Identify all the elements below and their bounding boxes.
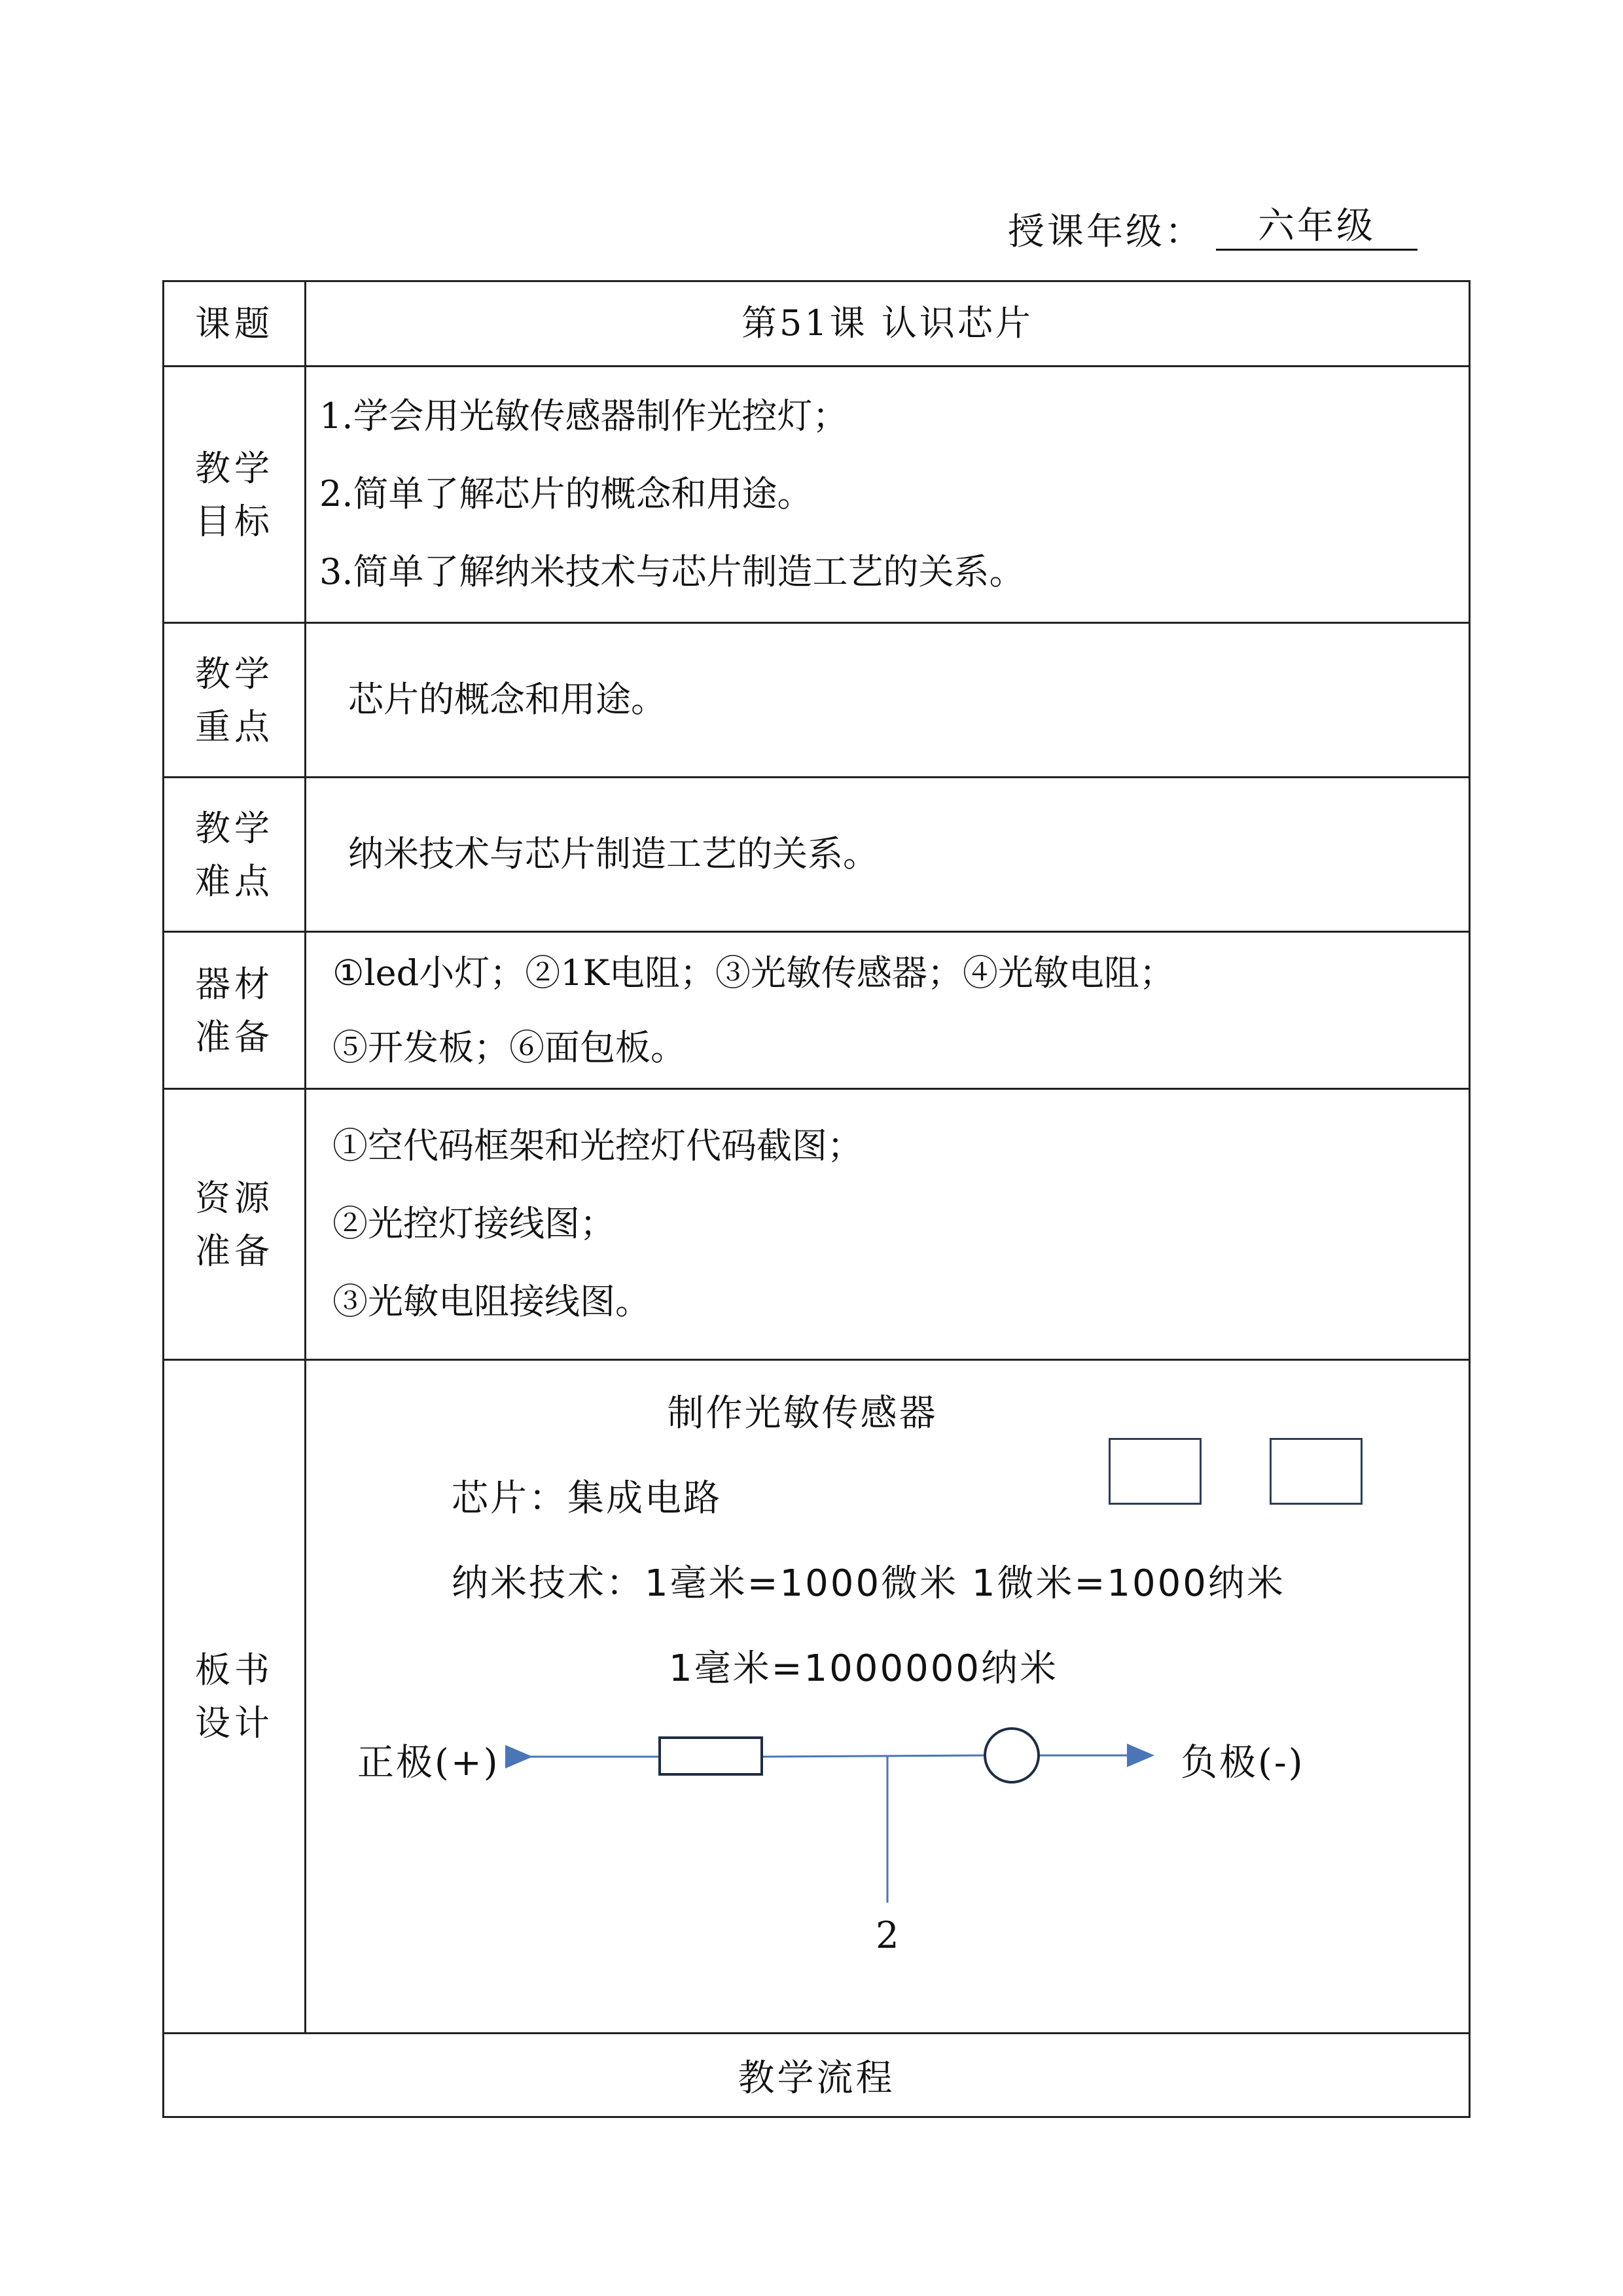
resistor-symbol <box>660 1738 762 1774</box>
resource-item: ③光敏电阻接线图。 <box>332 1280 651 1322</box>
objective-item: 1.学会用光敏传感器制作光控灯； <box>319 395 848 437</box>
difficulties-row <box>164 778 1470 932</box>
difficulties-value: 纳米技术与芯片制造工艺的关系。 <box>348 833 878 875</box>
resource-item: ①空代码框架和光控灯代码截图； <box>332 1125 863 1167</box>
lesson-plan-table <box>162 280 1471 2118</box>
flow-row <box>164 2034 1470 2117</box>
resources-label: 资源准备 <box>195 1177 274 1272</box>
material-item: ①led小灯；②1K电阻；③光敏传感器；④光敏电阻； <box>332 952 1175 994</box>
negative-terminal-label: 负极(-) <box>1181 1742 1305 1784</box>
board-line-conversion: 1毫米=1000000纳米 <box>669 1647 1058 1690</box>
board-design <box>306 1360 1470 2034</box>
objectives-list <box>306 367 1470 623</box>
flow-label: 教学流程 <box>164 2034 1470 2117</box>
topic-value: 第51课 认识芯片 <box>306 281 1470 367</box>
objective-item: 3.简单了解纳米技术与芯片制造工艺的关系。 <box>319 550 1025 592</box>
resources-list <box>306 1089 1470 1360</box>
key-points-label: 教学重点 <box>195 653 274 747</box>
key-points-row <box>164 623 1470 778</box>
materials-list <box>306 932 1470 1089</box>
lamp-symbol <box>985 1729 1039 1782</box>
grade-label: 授课年级： <box>1008 211 1204 253</box>
pin-label: 2 <box>876 1914 901 1957</box>
topic-row <box>164 281 1470 367</box>
board-label: 板书设计 <box>195 1649 274 1744</box>
positive-terminal-label: 正极(+) <box>357 1742 500 1784</box>
wire-middle <box>762 1755 984 1757</box>
board-line-chip: 芯片：集成电路 <box>452 1477 722 1520</box>
material-item: ⑤开发板；⑥面包板。 <box>332 1026 686 1068</box>
grade-value: 六年级 <box>1216 208 1418 251</box>
materials-label: 器材准备 <box>195 963 274 1058</box>
key-points-value: 芯片的概念和用途。 <box>348 679 666 721</box>
board-line-nano: 纳米技术：1毫米=1000微米 1微米=1000纳米 <box>452 1562 1285 1605</box>
difficulties-label: 教学难点 <box>195 807 274 902</box>
resources-row <box>164 1089 1470 1360</box>
objective-item: 2.简单了解芯片的概念和用途。 <box>319 473 813 514</box>
grade-field <box>1008 205 1418 253</box>
materials-row <box>164 932 1470 1089</box>
topic-label: 课题 <box>164 281 306 367</box>
board-title: 制作光敏传感器 <box>667 1392 938 1435</box>
objectives-row <box>164 367 1470 623</box>
resource-item: ②光控灯接线图； <box>332 1203 615 1245</box>
board-row <box>164 1360 1470 2034</box>
objectives-label: 教学目标 <box>195 447 274 542</box>
